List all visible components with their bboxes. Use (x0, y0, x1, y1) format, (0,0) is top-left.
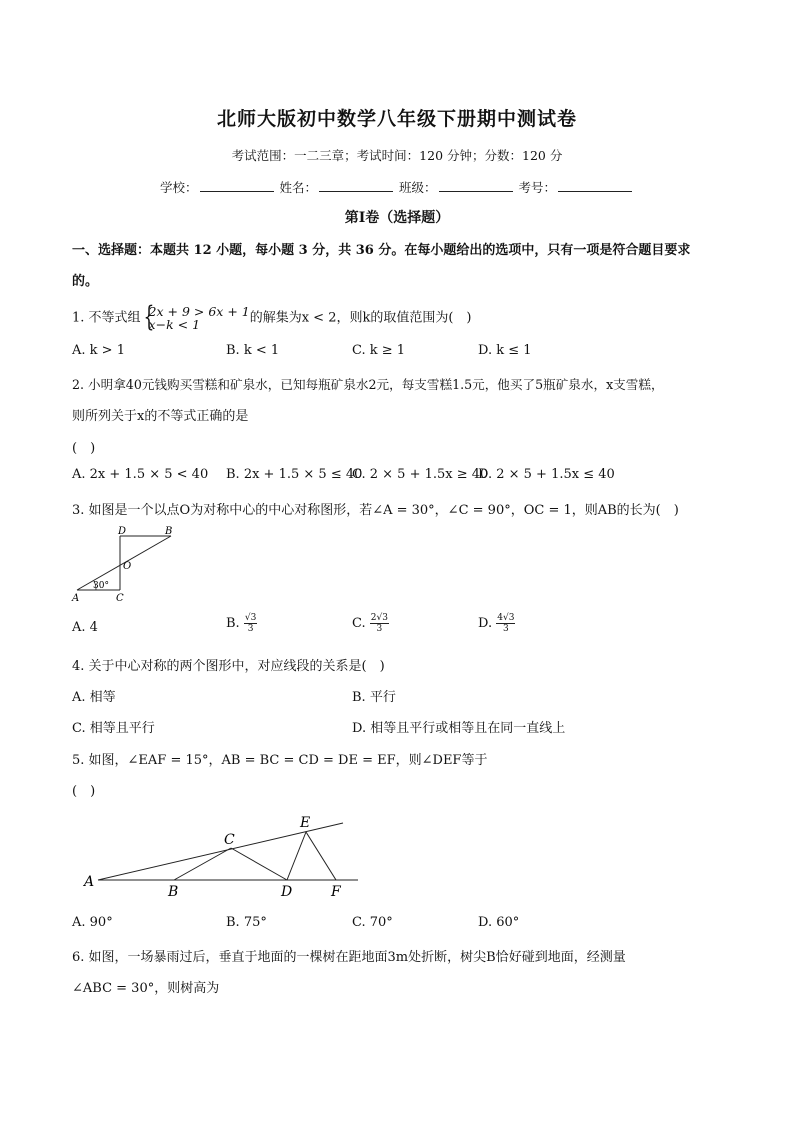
q2-option-d[interactable]: D. 2 × 5 + 1.5x ≤ 40 (478, 467, 615, 482)
question-1 (72, 300, 472, 333)
q5-paren: ( ) (72, 784, 96, 799)
q1-option-b[interactable]: B. k < 1 (226, 343, 280, 358)
q5-label-f: F (331, 884, 341, 900)
q3-option-d-fraction (496, 613, 515, 634)
q1-inequality-system: { 2x + 9 > 6x + 1 x−k < 1 (143, 300, 250, 333)
q3-option-c-fraction (370, 613, 389, 634)
q4-option-b[interactable]: B. 平行 (352, 690, 396, 705)
q4-option-d[interactable]: D. 相等且平行或相等且在同一直线上 (352, 721, 566, 736)
q2-option-b[interactable]: B. 2x + 1.5 × 5 ≤ 40 (226, 467, 363, 482)
q2-option-a[interactable]: A. 2x + 1.5 × 5 < 40 (72, 467, 209, 482)
q6-line2: ∠ABC = 30°，则树高为 (72, 981, 220, 996)
q3-option-c[interactable] (352, 613, 389, 634)
q5-line-cd (231, 848, 287, 880)
q1-option-a[interactable]: A. k > 1 (72, 343, 125, 358)
q4-option-a[interactable]: A. 相等 (72, 690, 116, 705)
q1-option-d[interactable]: D. k ≤ 1 (478, 343, 532, 358)
section-title: 第Ⅰ卷（选择题） (344, 210, 450, 226)
name-blank[interactable] (319, 179, 393, 192)
q5-line-de (287, 832, 306, 880)
q3-option-d-den: 3 (502, 624, 509, 634)
q3-option-d-num: 4√3 (497, 613, 515, 623)
class-label: 班级： (398, 180, 437, 195)
q3-option-b[interactable] (226, 613, 257, 634)
instructions-line2: 的。 (72, 274, 99, 289)
q5-option-c[interactable]: C. 70° (352, 915, 393, 930)
q1-suffix: 的解集为x < 2，则k的取值范围为( ) (249, 310, 472, 326)
q3-text: 3. 如图是一个以点O为对称中心的中心对称图形，若∠A = 30°，∠C = 90°，OC = 1，则AB的长为( ) (72, 503, 679, 518)
q2-paren: ( ) (72, 441, 96, 456)
school-label: 学校： (159, 180, 198, 195)
q3-label-d: D (118, 526, 127, 537)
q2-line2: 则所列关于x的不等式正确的是 (72, 409, 249, 424)
q3-label-b: B (165, 526, 173, 537)
q1-row1: 2x + 9 > 6x + 1 (148, 304, 250, 319)
q6-line1: 6. 如图，一场暴雨过后，垂直于地面的一棵树在距地面3m处折断，树尖B恰好碰到地面，经测量 (72, 950, 626, 965)
q5-line-bc (174, 848, 231, 880)
class-blank[interactable] (439, 179, 513, 192)
q5-option-a[interactable]: A. 90° (72, 915, 113, 930)
number-blank[interactable] (558, 179, 632, 192)
q3-label-o: O (123, 561, 132, 572)
q3-label-c: C (116, 593, 124, 604)
q3-option-c-prefix: C. (352, 616, 366, 631)
q5-label-a: A (84, 874, 95, 890)
q5-label-b: B (168, 884, 179, 900)
student-info-row (0, 178, 794, 196)
instructions-line1: 一、选择题：本题共 12 小题，每小题 3 分，共 36 分。在每小题给出的选项中，只有一项是符合题目要求 (72, 243, 691, 258)
school-blank[interactable] (200, 179, 274, 192)
q1-row2: x−k < 1 (148, 317, 201, 332)
q5-label-c: C (224, 832, 235, 848)
number-label: 考号： (518, 180, 556, 195)
q3-option-b-fraction (244, 613, 257, 634)
q3-option-d[interactable] (478, 613, 515, 634)
q5-label-d: D (281, 884, 293, 900)
name-label: 姓名： (279, 180, 317, 195)
q1-prefix: 1. 不等式组 (72, 310, 141, 326)
exam-info: 考试范围：一二三章；考试时间：120 分钟；分数：120 分 (231, 148, 563, 163)
q3-option-d-prefix: D. (478, 616, 493, 631)
q5-option-d[interactable]: D. 60° (478, 915, 520, 930)
q3-label-angle: 30° (93, 581, 109, 591)
q4-text: 4. 关于中心对称的两个图形中，对应线段的关系是( ) (72, 659, 385, 674)
q3-option-b-prefix: B. (226, 616, 240, 631)
q5-option-b[interactable]: B. 75° (226, 915, 267, 930)
q3-figure (70, 524, 180, 604)
q5-line-ef (306, 832, 336, 880)
exam-title: 北师大版初中数学八年级下册期中测试卷 (216, 108, 577, 130)
q3-option-c-den: 3 (376, 624, 383, 634)
q3-option-a[interactable]: A. 4 (72, 620, 98, 635)
q5-line-ae (98, 823, 343, 880)
q3-option-b-den: 3 (247, 624, 254, 634)
q2-line1: 2. 小明拿40元钱购买雪糕和矿泉水，已知每瓶矿泉水2元，每支雪糕1.5元，他买了5瓶矿泉水，x支雪糕， (72, 377, 664, 392)
q2-option-c[interactable]: C. 2 × 5 + 1.5x ≥ 40 (352, 467, 489, 482)
q1-option-c[interactable]: C. k ≥ 1 (352, 343, 406, 358)
q5-text: 5. 如图，∠EAF = 15°，AB = BC = CD = DE = EF，则∠DEF等于 (72, 753, 488, 768)
q4-option-c[interactable]: C. 相等且平行 (72, 721, 155, 736)
q5-label-e: E (300, 815, 311, 831)
q3-label-a: A (72, 593, 80, 604)
q5-figure (80, 812, 370, 904)
q3-option-c-num: 2√3 (370, 613, 388, 623)
q3-option-b-num: √3 (244, 613, 257, 623)
